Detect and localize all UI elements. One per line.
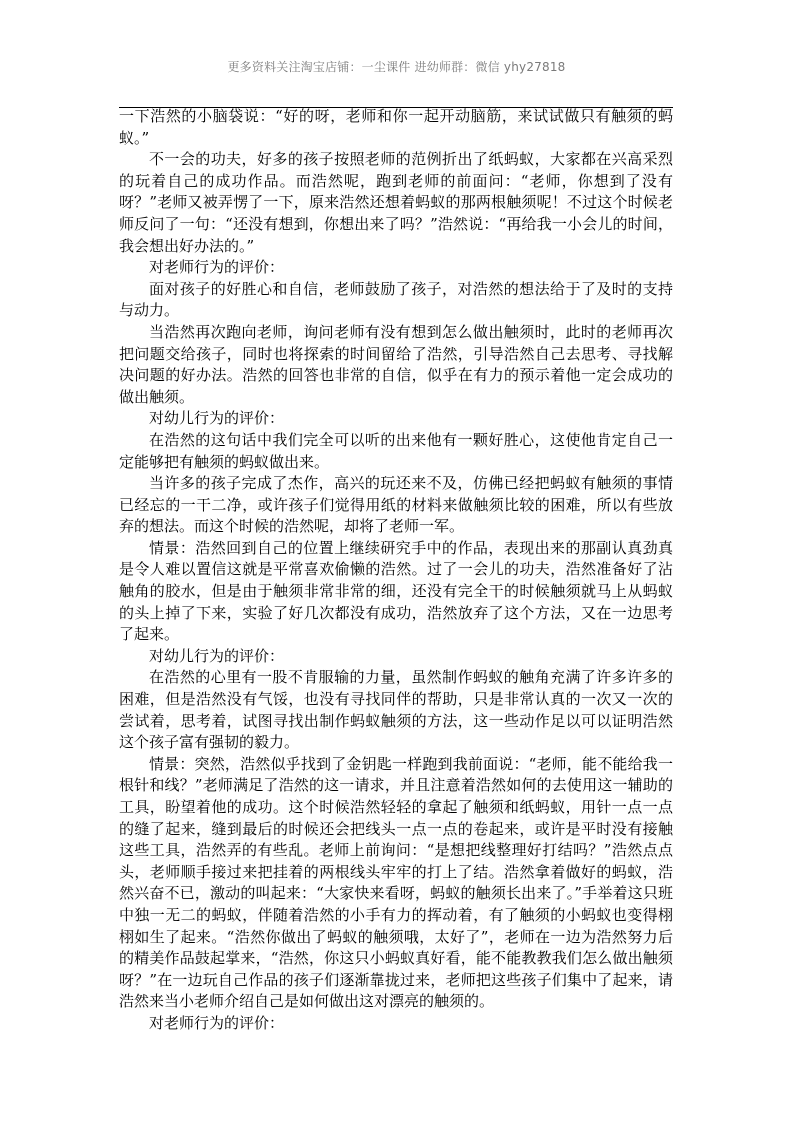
paragraph: 当浩然再次跑向老师，询问老师有没有想到怎么做出触须时，此时的老师再次把问题交给孩子，同时也将探索的时间留给了浩然，引导浩然自己去思考、寻找解决问题的好办法。浩然的回答也非常的自信，似乎在有力的预示着他一定会成功的做出触须。 bbox=[119, 322, 673, 406]
paragraph: 一下浩然的小脑袋说：“好的呀，老师和你一起开动脑筋，来试试做只有触须的蚂蚁。” bbox=[119, 107, 673, 147]
document-body bbox=[119, 106, 673, 1035]
paragraph: 不一会的功夫，好多的孩子按照老师的范例折出了纸蚂蚁，大家都在兴高采烈的玩着自己的成功作品。而浩然呢，跑到老师的前面问：“老师，你想到了没有呀？”老师又被弄愣了一下，原来浩然还想着蚂蚁的那两根触须呢！不过这个时候老师反问了一句：“还没有想到，你想出来了吗？”浩然说：“再给我一小会儿的时间，我会想出好办法的。” bbox=[119, 150, 673, 255]
section-heading: 对幼儿行为的评价： bbox=[149, 409, 285, 428]
paragraph: 在浩然的这句话中我们完全可以听的出来他有一颗好胜心，这使他肯定自己一定能够把有触须的蚂蚁做出来。 bbox=[119, 430, 673, 471]
paragraph: 面对孩子的好胜心和自信，老师鼓励了孩子，对浩然的想法给于了及时的支持与动力。 bbox=[119, 279, 673, 320]
section-heading: 对老师行为的评价： bbox=[149, 1013, 285, 1032]
section-heading: 对幼儿行为的评价： bbox=[149, 646, 285, 665]
paragraph: 情景：浩然回到自己的位置上继续研究手中的作品，表现出来的那副认真劲真是令人难以置信这就是平常喜欢偷懒的浩然。过了一会儿的功夫，浩然准备好了沾触角的胶水，但是由于触须非常非常的细，还没有完全干的时候触须就马上从蚂蚁的头上掉了下来，实验了好几次都没有成功，浩然放弃了这个方法，又在一边思考了起来。 bbox=[119, 538, 673, 644]
page-header: 更多资料关注淘宝店铺：一尘课件 进幼师群：微信 yhy27818 bbox=[227, 60, 566, 74]
section-heading: 对老师行为的评价： bbox=[149, 258, 285, 277]
paragraph: 在浩然的心里有一股不肯服输的力量，虽然制作蚂蚁的触角充满了许多许多的困难，但是浩然没有气馁，也没有寻找同伴的帮助，只是非常认真的一次又一次的尝试着，思考着，试图寻找出制作蚂蚁触须的方法，这一些动作足以可以证明浩然这个孩子富有强韧的毅力。 bbox=[119, 668, 673, 752]
paragraph: 情景：突然，浩然似乎找到了金钥匙一样跑到我前面说：“老师，能不能给我一根针和线？”老师满足了浩然的这一请求，并且注意着浩然如何的去使用这一辅助的工具，盼望着他的成功。这个时候浩然轻轻的拿起了触须和纸蚂蚁，用针一点一点的缝了起来，缝到最后的时候还会把线头一点一点的卷起来，或许是平时没有接触这些工具，浩然弄的有些乱。老师上前询问：“是想把线整理好打结吗？”浩然点点头，老师顺手接过来把挂着的两根线头牢牢的打上了结。浩然拿着做好的蚂蚁，浩然兴奋不已，激动的叫起来：“大家快来看呀，蚂蚁的触须长出来了。”手举着这只班中独一无二的蚂蚁，伴随着浩然的小手有力的挥动着，有了触须的小蚂蚁也变得栩栩如生了起来。“浩然你做出了蚂蚁的触须哦，太好了”，老师在一边为浩然努力后的精美作品鼓起掌来，“浩然，你这只小蚂蚁真好看，能不能教教我们怎么做出触须呀？”在一边玩自己作品的孩子们逐渐靠拢过来，老师把这些孩子们集中了起来，请浩然来当小老师介绍自己是如何做出这对漂亮的触须的。 bbox=[119, 754, 673, 1011]
paragraph: 当许多的孩子完成了杰作，高兴的玩还来不及，仿佛已经把蚂蚁有触须的事情已经忘的一干二净，或许孩子们觉得用纸的材料来做触须比较的困难，所以有些放弃的想法。而这个时候的浩然呢，却将了老师一军。 bbox=[119, 474, 673, 536]
